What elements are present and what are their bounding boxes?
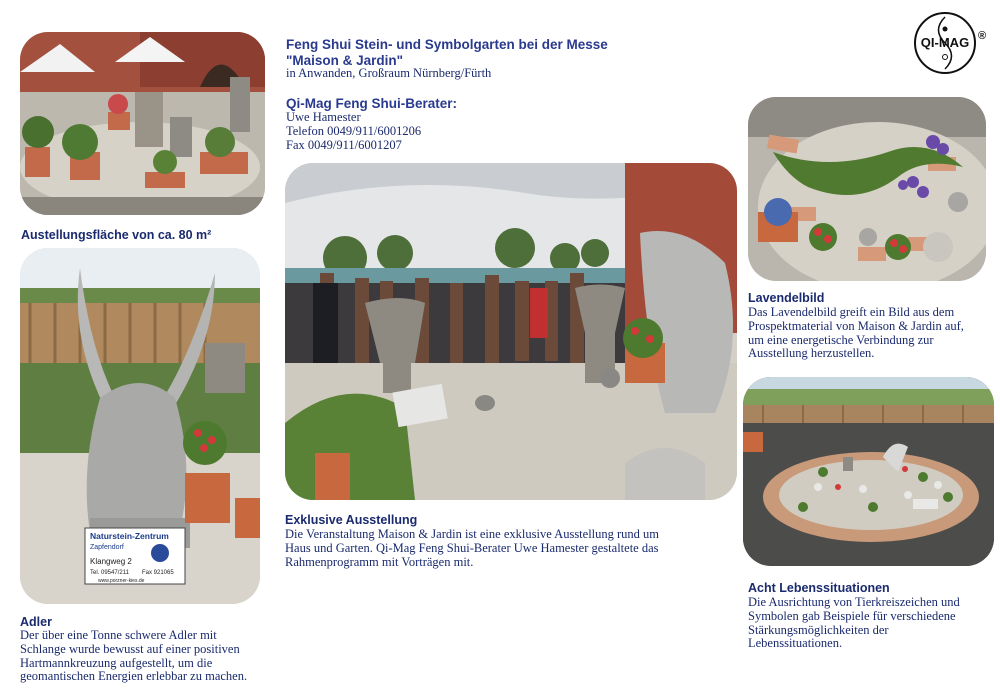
caption-lavendel-text: Das Lavendelbild greift ein Bild aus dem Prospektmaterial von Maison & Jardin auf, um eine energetische Verbindung zur Ausstellung herzustellen. (748, 305, 964, 361)
contact-phone: Telefon 0049/911/6001206 (286, 123, 422, 138)
logo-text: QI-MAG (920, 35, 970, 50)
contact-heading: Qi-Mag Feng Shui-Berater: (286, 96, 458, 111)
sign-line4: Tel. 09547/211 (90, 570, 129, 576)
sign-line2: Zapfendorf (90, 544, 124, 551)
page-title: Feng Shui Stein- und Symbolgarten bei der Messe "Maison & Jardin" (286, 37, 608, 68)
photo-garden-overview (20, 32, 265, 215)
sign-line5: Fax 921065 (142, 570, 174, 576)
caption-area: Austellungsfläche von ca. 80 m² (21, 228, 212, 242)
caption-adler-text: Der über eine Tonne schwere Adler mit Schlange wurde bewusst auf einer positiven Hartmannkreuzung aufgestellt, um die geomantischen Energien erlebbar zu machen. (20, 628, 248, 684)
photo-lavender-image (748, 97, 986, 281)
contact-name: Uwe Hamester (286, 110, 361, 124)
photo-exhibition-crowd (285, 163, 737, 500)
contact-details (286, 111, 421, 152)
photo-circle-garden (743, 377, 994, 566)
caption-acht-heading: Acht Lebenssituationen (748, 581, 890, 595)
sign-line6: www.porzner-kies.de (98, 578, 145, 584)
caption-lavendel-heading: Lavendelbild (748, 291, 825, 305)
caption-acht-text: Die Ausrichtung von Tierkreiszeichen und Symbolen gab Beispiele für verschiedene Stärkungsmöglichkeiten der Lebenssituationen. (748, 595, 960, 651)
sign-line1: Naturstein-Zentrum (90, 531, 169, 541)
caption-exklusiv-text: Die Veranstaltung Maison & Jardin ist eine exklusive Ausstellung rund um Haus und Garten. Qi-Mag Feng Shui-Berater Uwe Hamester gestaltete das Rahmenprogramm mit Vorträgen mit. (285, 527, 660, 569)
photo-eagle-statue (20, 248, 260, 604)
qi-mag-logo (914, 12, 976, 74)
registered-mark: ® (978, 30, 987, 42)
sign-line3: Klangweg 2 (90, 557, 132, 566)
caption-adler-heading: Adler (20, 615, 52, 629)
contact-fax: Fax 0049/911/6001207 (286, 137, 402, 152)
caption-exklusiv-heading: Exklusive Ausstellung (285, 513, 418, 527)
page-location: in Anwanden, Großraum Nürnberg/Fürth (286, 66, 492, 80)
